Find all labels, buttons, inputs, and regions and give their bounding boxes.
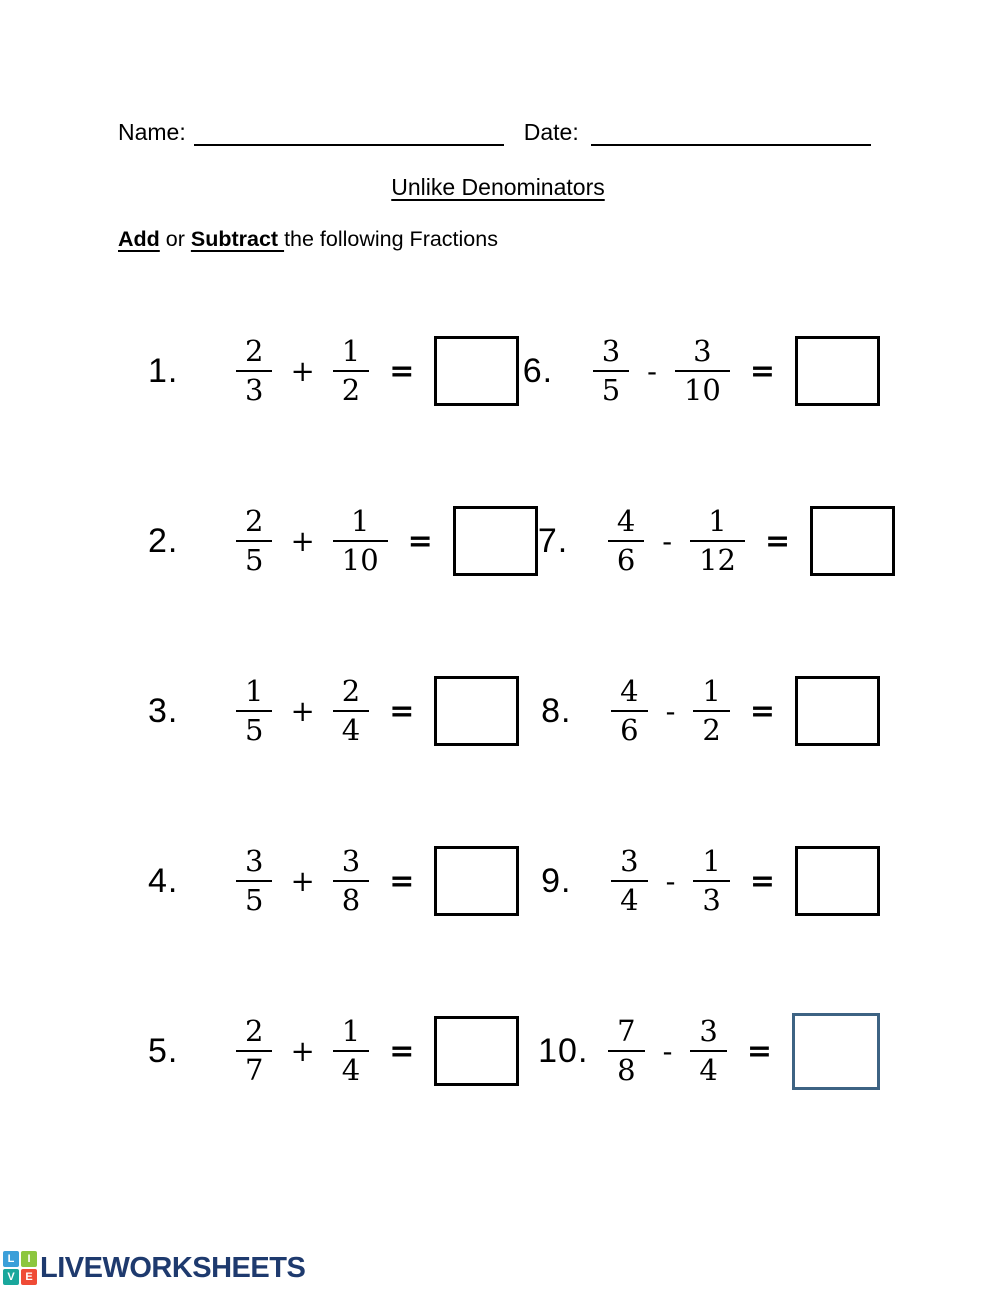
instruction-add-word: Add — [118, 227, 160, 251]
problem-number: 1. — [148, 351, 179, 390]
first-fraction-denominator: 8 — [617, 1053, 636, 1087]
first-fraction-denominator: 5 — [601, 373, 621, 407]
problem — [148, 333, 523, 407]
instructions-text — [118, 227, 498, 252]
second-fraction — [333, 843, 369, 917]
problem — [538, 1013, 880, 1090]
instruction-or-word: or — [159, 227, 191, 251]
date-blank-line[interactable] — [591, 116, 871, 146]
second-fraction-numerator: 1 — [333, 506, 388, 542]
problem-number: 4. — [148, 861, 179, 900]
equals-sign: = — [764, 523, 791, 559]
first-fraction-numerator: 7 — [608, 1016, 644, 1052]
second-fraction-denominator: 2 — [702, 713, 721, 747]
equals-sign: = — [389, 693, 415, 729]
second-fraction-numerator: 3 — [675, 336, 730, 372]
second-fraction-denominator: 4 — [341, 1053, 361, 1087]
equals-sign: = — [746, 1033, 772, 1069]
equals-sign: = — [749, 863, 775, 899]
problems-grid — [148, 286, 880, 1136]
answer-input-box[interactable] — [795, 676, 880, 746]
first-fraction — [611, 843, 647, 917]
name-blank-line[interactable] — [194, 116, 504, 146]
logo-square-v: V — [3, 1269, 19, 1285]
answer-input-box[interactable] — [434, 676, 519, 746]
problem — [541, 843, 880, 917]
answer-input-box[interactable] — [434, 1016, 519, 1086]
answer-input-box[interactable] — [434, 846, 519, 916]
second-fraction-denominator: 3 — [702, 883, 721, 917]
first-fraction — [236, 503, 272, 577]
problem-row — [148, 796, 880, 966]
logo-square-i: I — [21, 1251, 37, 1267]
problem-number: 5. — [148, 1031, 179, 1070]
problem — [148, 843, 541, 917]
problem — [148, 673, 541, 747]
second-fraction-numerator: 1 — [693, 676, 729, 712]
first-fraction-numerator: 1 — [236, 676, 272, 712]
first-fraction-denominator: 6 — [620, 713, 639, 747]
second-fraction-denominator: 2 — [341, 373, 361, 407]
operator-sign: + — [290, 354, 315, 388]
first-fraction-numerator: 2 — [236, 336, 272, 372]
problem-number: 7. — [537, 521, 569, 560]
operator-sign: - — [662, 1034, 673, 1068]
operator-sign: + — [290, 1034, 315, 1068]
equals-sign: = — [749, 693, 775, 729]
second-fraction-numerator: 1 — [690, 506, 745, 542]
second-fraction-numerator: 3 — [690, 1016, 726, 1052]
equals-sign: = — [389, 1033, 415, 1069]
equals-sign: = — [749, 353, 775, 389]
first-fraction-numerator: 3 — [611, 846, 647, 882]
problem-number: 3. — [148, 691, 179, 730]
logo-square-l: L — [3, 1251, 19, 1267]
answer-input-box[interactable] — [453, 506, 538, 576]
operator-sign: + — [290, 524, 315, 558]
problem-number: 2. — [148, 521, 179, 560]
first-fraction — [593, 333, 629, 407]
second-fraction-numerator: 3 — [333, 846, 369, 882]
second-fraction — [333, 1013, 369, 1087]
equals-sign: = — [389, 353, 415, 389]
problem — [541, 673, 880, 747]
answer-input-box[interactable] — [810, 506, 895, 576]
second-fraction-numerator: 1 — [333, 336, 369, 372]
first-fraction-denominator: 5 — [245, 883, 264, 917]
first-fraction-denominator: 5 — [245, 713, 264, 747]
second-fraction — [333, 673, 369, 747]
second-fraction — [675, 333, 730, 407]
liveworksheets-logo-icon — [3, 1251, 37, 1285]
second-fraction-denominator: 4 — [341, 713, 361, 747]
second-fraction — [333, 333, 369, 407]
first-fraction — [611, 673, 647, 747]
operator-sign: - — [662, 524, 673, 558]
instruction-subtract-word: Subtract — [190, 227, 285, 251]
first-fraction — [608, 1013, 644, 1087]
second-fraction — [693, 843, 729, 917]
liveworksheets-logo — [3, 1251, 305, 1285]
logo-square-e: E — [21, 1269, 37, 1285]
first-fraction — [236, 673, 272, 747]
second-fraction — [693, 673, 729, 747]
problem — [537, 503, 895, 577]
problem-row — [148, 626, 880, 796]
answer-input-box[interactable] — [792, 1013, 880, 1090]
first-fraction-denominator: 7 — [245, 1053, 264, 1087]
answer-input-box[interactable] — [434, 336, 519, 406]
first-fraction-denominator: 5 — [245, 543, 264, 577]
problem-row — [148, 456, 880, 626]
second-fraction-numerator: 1 — [333, 1016, 369, 1052]
first-fraction-numerator: 4 — [608, 506, 644, 542]
answer-input-box[interactable] — [795, 846, 880, 916]
first-fraction — [236, 333, 272, 407]
equals-sign: = — [389, 863, 415, 899]
problem-row — [148, 966, 880, 1136]
problem-number: 9. — [541, 861, 572, 900]
first-fraction — [608, 503, 644, 577]
date-label: Date: — [523, 119, 579, 145]
problem — [522, 333, 880, 407]
problem — [148, 1013, 538, 1087]
first-fraction-numerator: 3 — [593, 336, 629, 372]
first-fraction-numerator: 2 — [236, 506, 272, 542]
second-fraction — [690, 503, 745, 577]
first-fraction-denominator: 3 — [245, 373, 264, 407]
first-fraction-denominator: 4 — [620, 883, 639, 917]
problem-number: 8. — [541, 691, 572, 730]
liveworksheets-logo-text: LIVEWORKSHEETS — [40, 1251, 306, 1284]
problem-row — [148, 286, 880, 456]
problem-number: 6. — [522, 351, 554, 390]
first-fraction-denominator: 6 — [616, 543, 636, 577]
name-label: Name: — [118, 119, 186, 145]
operator-sign: - — [647, 354, 657, 388]
second-fraction-numerator: 1 — [693, 846, 729, 882]
second-fraction-numerator: 2 — [333, 676, 369, 712]
operator-sign: - — [665, 694, 676, 728]
page-title: Unlike Denominators — [391, 174, 605, 200]
operator-sign: + — [290, 864, 315, 898]
equals-sign: = — [407, 523, 433, 559]
first-fraction-numerator: 3 — [236, 846, 272, 882]
second-fraction-denominator: 10 — [683, 373, 721, 407]
instruction-rest-text: the following Fractions — [284, 227, 498, 251]
first-fraction — [236, 1013, 272, 1087]
second-fraction-denominator: 4 — [699, 1053, 718, 1087]
problem — [148, 503, 538, 577]
operator-sign: + — [290, 694, 315, 728]
second-fraction — [690, 1013, 726, 1087]
answer-input-box[interactable] — [795, 336, 880, 406]
second-fraction-denominator: 12 — [699, 543, 736, 577]
name-date-row — [118, 116, 876, 146]
first-fraction-numerator: 4 — [611, 676, 647, 712]
first-fraction — [236, 843, 272, 917]
problem-number: 10. — [538, 1031, 589, 1070]
second-fraction-denominator: 10 — [341, 543, 379, 577]
first-fraction-numerator: 2 — [236, 1016, 272, 1052]
operator-sign: - — [665, 864, 676, 898]
second-fraction — [333, 503, 388, 577]
second-fraction-denominator: 8 — [341, 883, 361, 917]
